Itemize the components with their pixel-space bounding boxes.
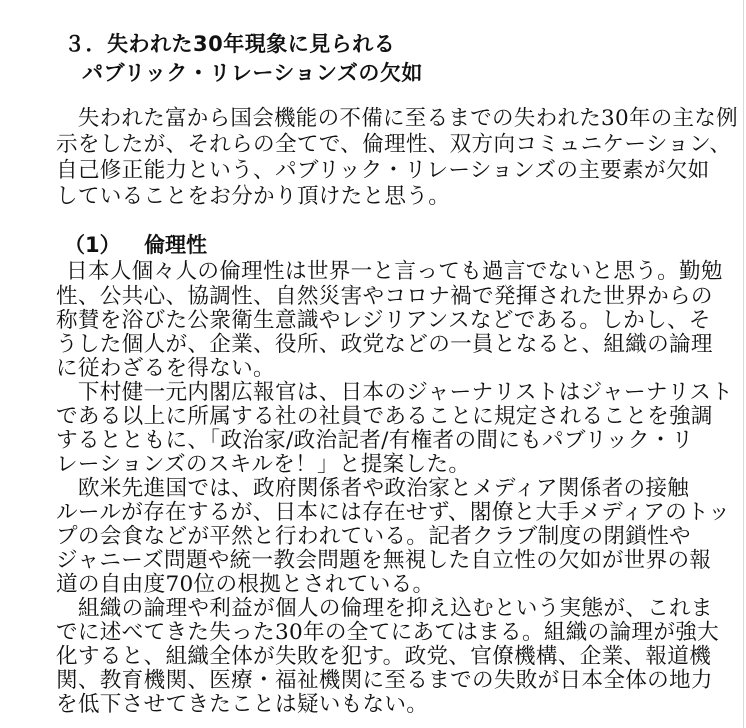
body-line: 下村健一元内閣広報官は、日本のジャーナリストはジャーナリスト [56,380,733,405]
body-line: レーションズのスキルを！」と提案した。 [56,452,471,477]
body-line: である以上に所属する社の社員であることに規定されることを強調 [56,404,713,429]
body-line: 関、教育機関、医療・福祉機関に至るまでの失敗が日本全体の地力 [56,668,713,693]
body-line: 日本人個々人の倫理性は世界一と言っても過言でないと思う。勤勉 [66,259,723,284]
body-line: 化すると、組織全体が失敗を犯す。政党、官僚機構、企業、報道機 [56,644,712,669]
body-line: を低下させてきたことは疑いもない。 [56,692,429,717]
intro-line: していることをお分かり頂けたと思う。 [56,184,451,209]
section-title-line2: パブリック・リレーションズの欠如 [82,61,423,85]
body-line: ジャニーズ問題や統一教会問題を無視した自立性の欠如が世界の報 [56,548,712,573]
body-line: するとともに、「政治家/政治記者/有権者の間にもパブリック・リ [56,428,694,453]
intro-line: 示をしたが、それらの全てで、倫理性、双方向コミュニケーション、 [56,132,732,157]
subsection-number: （1） [64,233,121,257]
intro-line: 自己修正能力という、パブリック・リレーションズの主要素が欠如 [56,158,710,183]
body-line: でに述べてきた失った30年の全てにあてはまる。組織の論理が強大 [56,620,719,645]
body-line: 組織の論理や利益が個人の倫理を抑え込むという実態が、これま [56,596,713,621]
body-line: 称賛を浴びた公衆衛生意識やレジリアンスなどである。しかし、そ [56,308,711,333]
intro-line: 失われた富から国会機能の不備に至るまでの失われた30年の主な例 [56,106,738,131]
subsection-title: 倫理性 [144,233,207,257]
subsection-heading [64,232,207,258]
body-line: ルールが存在するが、日本には存在せず、閣僚と大手メディアのトッ [56,500,731,525]
section-title-line1: ３．失われた30年現象に見られる [64,32,396,56]
body-line: 性、公共心、協調性、自然災害やコロナ禍で発揮された世界からの [56,284,713,309]
body-line: に従わざるを得ない。 [56,356,275,381]
body-line: うした個人が、企業、役所、政党などの一員となると、組織の論理 [56,332,713,357]
body-line: 欧米先進国では、政府関係者や政治家とメディア関係者の接触 [56,476,690,501]
body-line: プの会食などが平然と行われている。記者クラブ制度の閉鎖性や [56,524,691,549]
body-line: 道の自由度70位の根拠とされている。 [56,572,435,597]
